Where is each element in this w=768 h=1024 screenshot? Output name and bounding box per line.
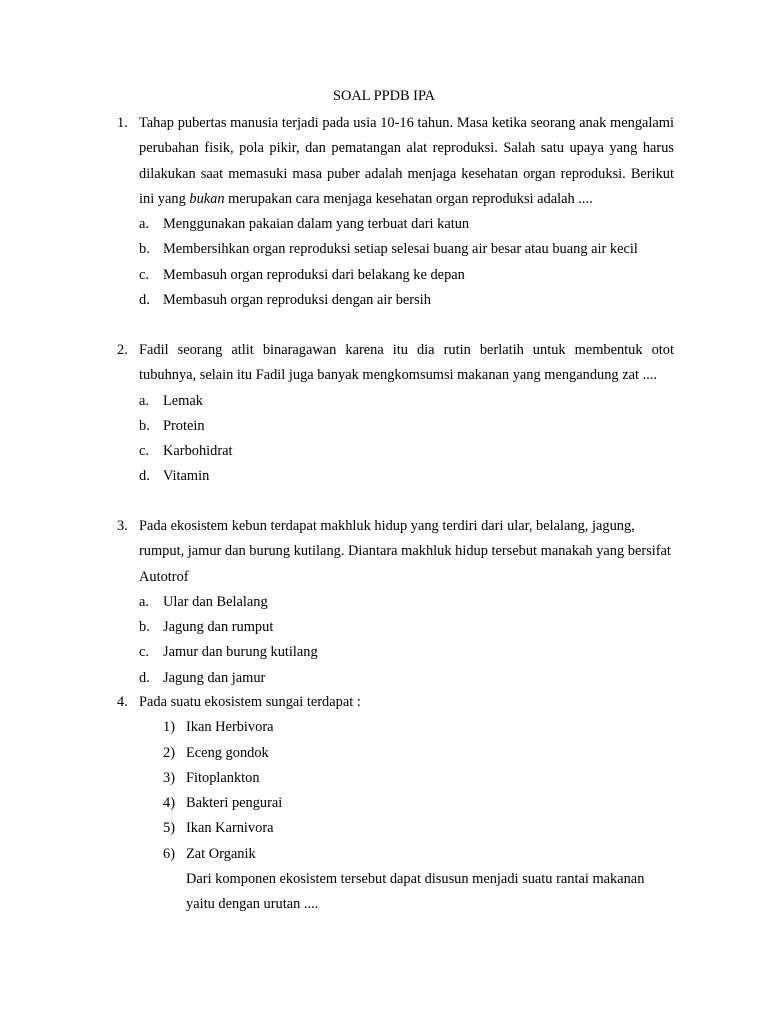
option-text: Membersihkan organ reproduksi setiap selesai buang air besar atau buang air kecil	[163, 241, 638, 258]
option-letter: a.	[139, 392, 149, 409]
list-item	[163, 816, 674, 841]
question-text-part: merupakan cara menjaga kesehatan organ reproduksi adalah ....	[224, 190, 593, 207]
option-text: Membasuh organ reproduksi dengan air bersih	[163, 292, 431, 309]
question-number: 4.	[117, 694, 128, 710]
option-text: Jamur dan burung kutilang	[163, 644, 318, 661]
item-number: 2)	[163, 744, 175, 761]
question-text	[139, 111, 674, 212]
question-text-part: Tahap pubertas manusia terjadi pada usia 10-16 tahun. Masa ketika seorang anak mengalami perubahan fisik, pola pikir, dan pematangan alat reproduksi. Salah satu upaya yang harus dilakukan saat memasuki masa puber adalah menjaga kesehatan organ reproduksi. Berikut ini yang	[139, 115, 674, 207]
question-2	[117, 338, 674, 490]
item-number: 4)	[163, 795, 175, 812]
item-text: Zat Organik	[186, 845, 256, 862]
option-text: Karbohidrat	[163, 443, 233, 460]
option-letter: d.	[139, 468, 150, 485]
item-text: Fitoplankton	[186, 769, 260, 786]
option-letter: c.	[139, 644, 149, 661]
question-4	[117, 690, 674, 918]
option-c	[139, 640, 674, 665]
option-letter: c.	[139, 266, 149, 283]
option-c	[139, 263, 674, 288]
item-number: 3)	[163, 769, 175, 786]
question-1	[117, 111, 674, 313]
option-text: Membasuh organ reproduksi dari belakang ke depan	[163, 266, 465, 283]
option-d	[139, 288, 674, 313]
option-a	[139, 212, 674, 237]
list-item	[163, 766, 674, 791]
option-b	[139, 615, 674, 640]
option-d	[139, 464, 674, 489]
option-a	[139, 389, 674, 414]
option-letter: c.	[139, 443, 149, 460]
item-text: Ikan Karnivora	[186, 820, 274, 837]
answer-options	[139, 389, 674, 490]
option-letter: b.	[139, 417, 150, 434]
option-letter: b.	[139, 241, 150, 258]
question-number: 2.	[117, 342, 128, 358]
option-text: Menggunakan pakaian dalam yang terbuat dari katun	[163, 216, 470, 233]
option-text: Lemak	[163, 392, 203, 409]
list-item	[163, 791, 674, 816]
option-text: Jagung dan rumput	[163, 619, 274, 636]
option-text: Ular dan Belalang	[163, 593, 268, 610]
item-text: Eceng gondok	[186, 744, 269, 761]
option-d	[139, 666, 674, 691]
document-title: SOAL PPDB IPA	[332, 88, 436, 104]
option-letter: d.	[139, 292, 150, 309]
option-letter: b.	[139, 619, 150, 636]
item-text: Bakteri pengurai	[186, 795, 283, 812]
item-number: 5)	[163, 820, 175, 837]
list-item	[163, 715, 674, 740]
question-number: 1.	[117, 115, 128, 131]
question-3	[117, 514, 674, 691]
item-text: Ikan Herbivora	[186, 719, 274, 736]
answer-options	[139, 590, 674, 691]
option-text: Protein	[163, 417, 205, 434]
option-c	[139, 439, 674, 464]
answer-options	[139, 212, 674, 313]
item-number: 1)	[163, 719, 175, 736]
option-letter: a.	[139, 216, 149, 233]
option-letter: a.	[139, 593, 149, 610]
emphasis-word: bukan	[189, 190, 225, 207]
option-b	[139, 237, 674, 262]
list-item	[163, 741, 674, 766]
question-text: Pada ekosistem kebun terdapat makhluk hidup yang terdiri dari ular, belalang, jagung, rumput, jamur dan burung kutilang. Diantara makhluk hidup tersebut manakah yang bersifat Autotrof	[139, 518, 671, 585]
question-number: 3.	[117, 518, 128, 534]
question-text: Pada suatu ekosistem sungai terdapat :	[139, 694, 361, 710]
option-b	[139, 414, 674, 439]
option-letter: d.	[139, 669, 150, 686]
component-list	[163, 715, 674, 867]
question-closing-text: Dari komponen ekosistem tersebut dapat disusun menjadi suatu rantai makanan yaitu dengan urutan ....	[186, 871, 645, 913]
option-a	[139, 590, 674, 615]
list-item	[163, 842, 674, 867]
item-number: 6)	[163, 845, 175, 862]
question-text: Fadil seorang atlit binaragawan karena itu dia rutin berlatih untuk membentuk otot tubuhnya, selain itu Fadil juga banyak mengkomsumsi makanan yang mengandung zat ....	[139, 342, 674, 384]
option-text: Vitamin	[163, 468, 210, 485]
option-text: Jagung dan jamur	[163, 669, 266, 686]
